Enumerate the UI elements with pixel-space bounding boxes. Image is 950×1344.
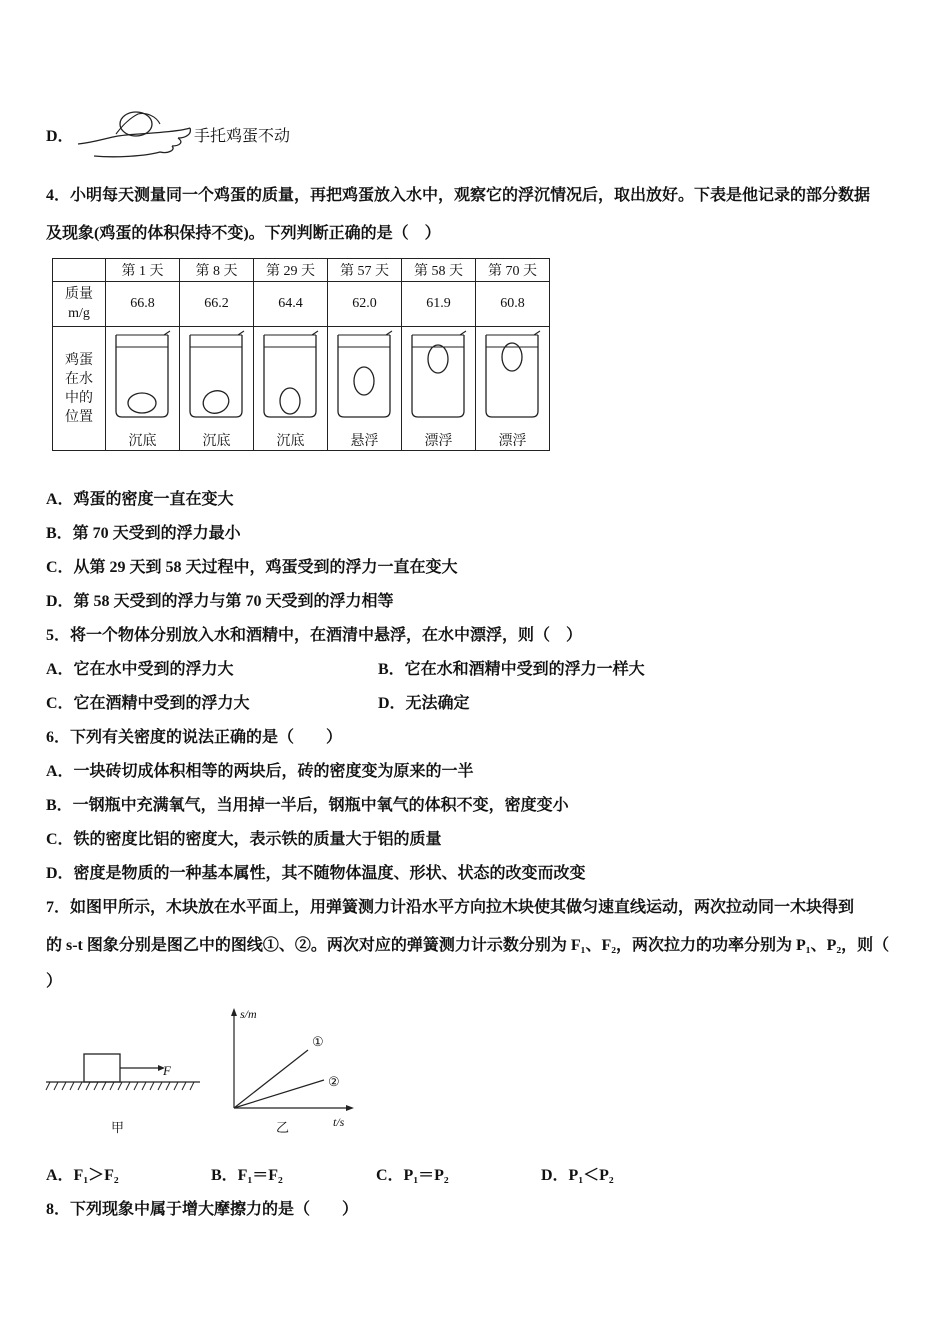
q3-option-d-label: D． bbox=[46, 128, 74, 145]
q6-stem: 6．下列有关密度的说法正确的是（ ） bbox=[46, 729, 343, 746]
q8-stem: 8．下列现象中属于增大摩擦力的是（ ） bbox=[46, 1201, 359, 1218]
mass-row-label bbox=[53, 282, 106, 327]
position-label-part: 在水 bbox=[65, 371, 93, 387]
egg-state: 沉底 bbox=[276, 434, 305, 449]
beaker-egg-suspended-icon bbox=[328, 327, 401, 423]
q4-option-c: C．从第 29 天到 58 天过程中，鸡蛋受到的浮力一直在变大 bbox=[46, 559, 458, 576]
egg-state: 悬浮 bbox=[350, 434, 379, 449]
q5-option-c: C．它在酒精中受到的浮力大 bbox=[46, 695, 250, 712]
graph-line-2 bbox=[234, 1080, 324, 1108]
mass-label: 质量 bbox=[65, 287, 93, 302]
mass-value: 60.8 bbox=[476, 282, 550, 327]
egg-state: 漂浮 bbox=[424, 434, 453, 449]
figure-jia-caption: 甲 bbox=[111, 1120, 125, 1135]
q7-stem-line2: 的 s-t 图象分别是图乙中的图线①、②。两次对应的弹簧测力计示数分别为 F₁、F₂，两次拉力的功率分别为 P₁、P₂，则（ bbox=[46, 937, 890, 954]
beaker-cell bbox=[402, 327, 476, 451]
q4-option-b: B．第 70 天受到的浮力最小 bbox=[46, 525, 241, 542]
hand-holding-egg-icon bbox=[76, 104, 196, 162]
table-corner bbox=[53, 259, 106, 282]
day-header: 第 70 天 bbox=[476, 259, 550, 282]
q6-option-a: A．一块砖切成体积相等的两块后，砖的密度变为原来的一半 bbox=[46, 763, 474, 780]
beaker-egg-sunk-upright-icon bbox=[254, 327, 327, 423]
q6-option-d: D．密度是物质的一种基本属性，其不随物体温度、形状、状态的改变而改变 bbox=[46, 865, 586, 882]
mass-unit: m/g bbox=[68, 306, 90, 321]
x-axis-label: t/s bbox=[333, 1115, 345, 1129]
q4-stem-line1: 4．小明每天测量同一个鸡蛋的质量，再把鸡蛋放入水中，观察它的浮沉情况后，取出放好。下表是他记录的部分数据 bbox=[46, 187, 871, 204]
beaker-egg-sunk-icon bbox=[180, 327, 253, 423]
mass-value: 64.4 bbox=[254, 282, 328, 327]
day-header: 第 57 天 bbox=[328, 259, 402, 282]
day-header: 第 1 天 bbox=[106, 259, 180, 282]
wooden-block bbox=[84, 1054, 120, 1082]
beaker-cell bbox=[106, 327, 180, 451]
beaker-cell bbox=[254, 327, 328, 451]
egg-state: 漂浮 bbox=[498, 434, 527, 449]
day-header: 第 58 天 bbox=[402, 259, 476, 282]
position-row-label bbox=[53, 327, 106, 451]
q7-option-d: D．P₁＜P₂ bbox=[541, 1167, 614, 1184]
mass-value: 61.9 bbox=[402, 282, 476, 327]
beaker-cell bbox=[476, 327, 550, 451]
figure-jia-block-diagram bbox=[44, 1048, 204, 1098]
graph-line-1-label: ① bbox=[312, 1034, 324, 1049]
q6-option-c: C．铁的密度比铝的密度大，表示铁的质量大于铝的质量 bbox=[46, 831, 442, 848]
q5-stem: 5．将一个物体分别放入水和酒精中，在酒清中悬浮，在水中漂浮，则（ ） bbox=[46, 627, 583, 644]
day-header: 第 29 天 bbox=[254, 259, 328, 282]
graph-line-1 bbox=[234, 1050, 308, 1108]
egg-state: 沉底 bbox=[128, 434, 157, 449]
mass-value: 66.2 bbox=[180, 282, 254, 327]
q4-option-d: D．第 58 天受到的浮力与第 70 天受到的浮力相等 bbox=[46, 593, 394, 610]
egg-state: 沉底 bbox=[202, 434, 231, 449]
q4-stem-line2: 及现象(鸡蛋的体积保持不变)。下列判断正确的是（ ） bbox=[46, 225, 441, 242]
beaker-egg-sunk-icon bbox=[106, 327, 179, 423]
q7-stem-line1: 7．如图甲所示，木块放在水平面上，用弹簧测力计沿水平方向拉木块使其做匀速直线运动，两次拉动同一木块得到 bbox=[46, 899, 855, 916]
mass-value: 62.0 bbox=[328, 282, 402, 327]
q7-option-b: B．F₁＝F₂ bbox=[211, 1167, 283, 1184]
q3-option-d-text: 手托鸡蛋不动 bbox=[194, 128, 291, 145]
q7-option-a: A．F₁＞F₂ bbox=[46, 1167, 119, 1184]
mass-value: 66.8 bbox=[106, 282, 180, 327]
beaker-cell bbox=[328, 327, 402, 451]
q5-option-b: B．它在水和酒精中受到的浮力一样大 bbox=[378, 661, 645, 678]
q7-option-c: C．P₁＝P₂ bbox=[376, 1167, 449, 1184]
q7-stem-line3: ） bbox=[46, 973, 63, 990]
graph-line-2-label: ② bbox=[328, 1074, 340, 1089]
figure-yi-caption: 乙 bbox=[276, 1120, 290, 1135]
q5-option-a: A．它在水中受到的浮力大 bbox=[46, 661, 234, 678]
beaker-cell bbox=[180, 327, 254, 451]
beaker-egg-floating-icon bbox=[402, 327, 475, 423]
egg-data-table bbox=[52, 258, 550, 451]
beaker-egg-floating-icon bbox=[476, 327, 549, 423]
position-label-part: 中的 bbox=[65, 390, 93, 406]
day-header: 第 8 天 bbox=[180, 259, 254, 282]
q6-option-b: B．一钢瓶中充满氧气，当用掉一半后，钢瓶中氧气的体积不变，密度变小 bbox=[46, 797, 569, 814]
q5-option-d: D．无法确定 bbox=[378, 695, 470, 712]
force-label: F bbox=[163, 1063, 171, 1078]
y-axis-label: s/m bbox=[240, 1007, 257, 1021]
position-label-part: 鸡蛋 bbox=[65, 352, 93, 368]
position-label-part: 位置 bbox=[65, 409, 93, 425]
q4-option-a: A．鸡蛋的密度一直在变大 bbox=[46, 491, 234, 508]
